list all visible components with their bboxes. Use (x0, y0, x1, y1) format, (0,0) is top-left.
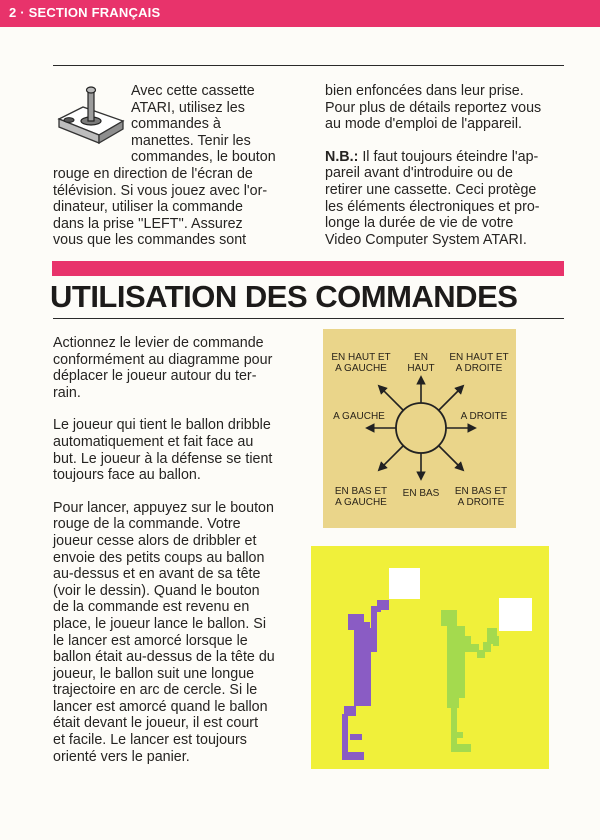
heading-underline (53, 318, 564, 319)
ball (389, 568, 420, 599)
direction-diagram (323, 329, 516, 528)
paragraph-line: (voir le dessin). Quand le bouton (53, 582, 260, 599)
paragraph-line: joueur, le ballon suit une longue (53, 665, 255, 682)
paragraph-line: Actionnez le levier de commande (53, 335, 264, 351)
game-screenshot (311, 546, 549, 769)
intro-line: ATARI, utilisez les (131, 99, 245, 116)
player-green (441, 610, 499, 752)
paragraph-line: déplacer le joueur autour du ter- (53, 368, 257, 385)
nb-line (325, 149, 541, 166)
label-down: EN BAS (402, 488, 440, 499)
paragraph-line: et facile. Le lancer est toujours (53, 732, 247, 749)
section-label: 2 · SECTION FRANÇAIS (9, 5, 161, 20)
intro-line: Avec cette cassette (131, 83, 255, 99)
paragraph-line: rouge de la commande. Votre (53, 516, 241, 533)
intro-line: bien enfoncées dans leur prise. (325, 83, 524, 99)
paragraph-line: joueur cesse alors de dribbler et (53, 532, 257, 549)
paragraph-line: au-dessus et en avant de sa tête (53, 566, 261, 583)
label-line: EN HAUT ET (449, 352, 509, 363)
paragraph-line: ballon était au-dessus de la tête du (53, 649, 275, 666)
intro-line: dans la prise ''LEFT''. Assurez (53, 215, 243, 232)
paragraph-line: Pour lancer, appuyez sur le bouton (53, 499, 274, 516)
intro-right-column (325, 83, 541, 248)
label-up-left (331, 352, 390, 374)
label-line: EN BAS ET (454, 486, 508, 497)
intro-line: commandes à (131, 116, 221, 133)
paragraph-line: de la commande est revenu en (53, 599, 250, 616)
nb-label: N.B.: (325, 148, 359, 165)
top-divider (53, 65, 564, 66)
intro-line: commandes, le bouton (131, 149, 276, 166)
intro-line: longe la durée de vie de votre (325, 215, 514, 232)
paragraph-line: rain. (53, 384, 81, 401)
label-line: EN (414, 352, 428, 363)
intro-line: les éléments électroniques et pro- (325, 198, 540, 215)
intro-line: Pour plus de détails reportez vous (325, 99, 542, 116)
label-line: A DROITE (455, 363, 503, 374)
nb-text: Il faut toujours éteindre l'ap- (358, 148, 539, 165)
paragraph-line: était devant le joueur, il est court (53, 715, 259, 732)
intro-line: au mode d'emploi de l'appareil. (325, 116, 523, 133)
paragraph-line: place, le joueur lance le ballon. Si (53, 615, 267, 632)
label-down-right (455, 486, 507, 508)
intro-line: pareil avant d'introduire ou de (325, 165, 513, 182)
label-up-right (449, 352, 508, 374)
paragraph-line: conformément au diagramme pour (53, 351, 273, 368)
intro-line: dinateur, utiliser la commande (53, 199, 243, 216)
label-right: A DROITE (460, 411, 508, 422)
game-scene (311, 546, 549, 769)
intro-line: manettes. Tenir les (131, 132, 251, 149)
label-up (407, 352, 434, 374)
intro-line: vous que les commandes sont (53, 232, 247, 249)
label-line: A GAUCHE (335, 497, 387, 508)
paragraph-line: trajectoire en arc de cercle. Si le (53, 682, 258, 699)
label-left: A GAUCHE (333, 411, 385, 422)
paragraph-line: lancer est amorcé quand le ballon (53, 698, 268, 715)
paragraph-line: automatiquement et fait face au (53, 433, 254, 450)
label-line: A DROITE (457, 497, 505, 508)
paragraph-line: orienté vers le panier. (53, 748, 190, 765)
player-purple (342, 600, 389, 760)
section-heading: UTILISATION DES COMMANDES (50, 279, 518, 314)
paragraph-line: but. Le joueur à la défense se tient (53, 450, 273, 467)
label-line: A GAUCHE (335, 363, 387, 374)
section-body (53, 335, 275, 765)
intro-line: Video Computer System ATARI. (325, 231, 527, 248)
section-divider-band (52, 261, 564, 276)
ball (499, 598, 532, 631)
intro-left-column (53, 83, 276, 249)
label-down-left (335, 486, 387, 508)
paragraph-line: Le joueur qui tient le ballon dribble (53, 417, 271, 434)
paragraph-line: envoie des petits coups au ballon (53, 549, 265, 566)
intro-line: retirer une cassette. Ceci protège (325, 181, 537, 198)
paragraph-line: toujours face au ballon. (53, 467, 201, 484)
label-line: HAUT (407, 363, 435, 374)
intro-line: télévision. Si vous jouez avec l'or- (53, 182, 268, 199)
paragraph-line: le lancer est amorcé lorsque le (53, 632, 248, 649)
intro-line: rouge en direction de l'écran de (53, 165, 253, 182)
label-line: EN HAUT ET (331, 352, 391, 363)
label-line: EN BAS ET (334, 486, 388, 497)
